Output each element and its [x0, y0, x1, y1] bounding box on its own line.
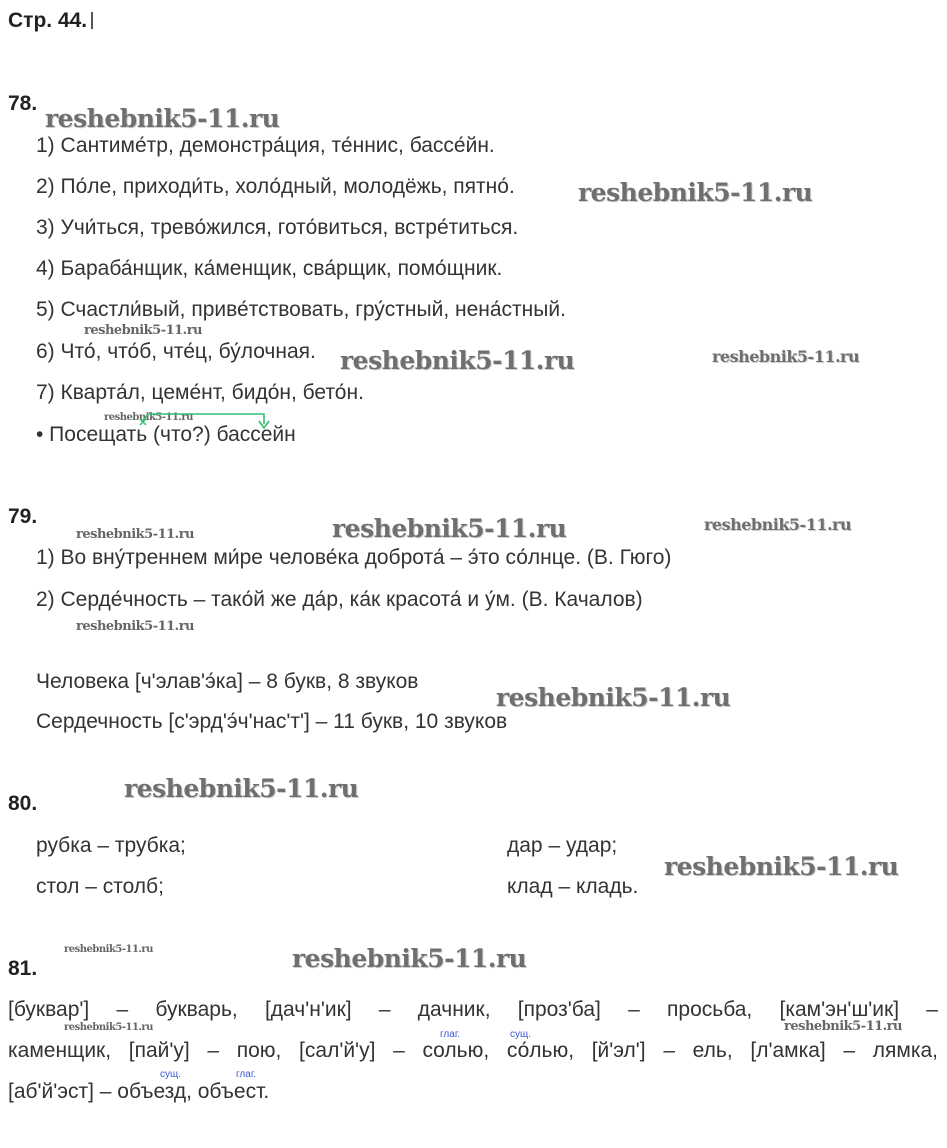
ex79-line-1: 1) Во вну́треннем ми́ре челове́ка доброта́ – э́то со́лнце. (В. Гюго)	[36, 546, 672, 569]
ex78-line-2: 2) По́ле, приходи́ть, холо́дный, молодёжь, пятно́.	[36, 175, 515, 198]
part-of-speech-label: глаг.	[440, 1029, 461, 1040]
ex80-pair-right-2: клад – кладь.	[507, 875, 639, 898]
watermark: reshebnik5-11.ru	[45, 104, 280, 133]
page-header-text: Стр. 44.	[8, 9, 88, 32]
ex78-line-3: 3) Учи́ться, трево́жился, гото́виться, встре́титься.	[36, 216, 519, 239]
ex80-pair-left-2: стол – столб;	[36, 875, 164, 898]
ex78-line-8: • Посещать (что?) бассейн	[36, 423, 296, 446]
ex79-analysis-1: Человека [ч'элав'э́ка] – 8 букв, 8 звуков	[36, 670, 419, 693]
ex81-line-3: [аб'й'эст] – объезд, объест.	[8, 1080, 270, 1103]
watermark: reshebnik5-11.ru	[76, 527, 195, 542]
ex79-analysis-2: Сердечность [с'эрд'э́ч'нас'т'] – 11 букв, 10 звуков	[36, 710, 508, 733]
exercise-79-number: 79.	[8, 505, 38, 528]
ex78-line-1: 1) Сантиме́тр, демонстра́ция, те́ннис, бассе́йн.	[36, 134, 495, 157]
watermark: reshebnik5-11.ru	[496, 683, 731, 712]
watermark: reshebnik5-11.ru	[712, 347, 860, 366]
ex80-pair-right-1: дар – удар;	[507, 834, 618, 857]
watermark: reshebnik5-11.ru	[784, 1019, 903, 1034]
ex79-line-2: 2) Серде́чность – тако́й же да́р, ка́к красота́ и у́м. (В. Качалов)	[36, 588, 643, 611]
watermark: reshebnik5-11.ru	[124, 774, 359, 803]
ex80-pair-left-1: рубка – трубка;	[36, 834, 186, 857]
watermark: reshebnik5-11.ru	[704, 515, 852, 534]
watermark: reshebnik5-11.ru	[64, 1022, 153, 1033]
watermark: reshebnik5-11.ru	[104, 412, 193, 423]
watermark: reshebnik5-11.ru	[340, 346, 575, 375]
part-of-speech-label: глаг.	[236, 1069, 257, 1080]
watermark: reshebnik5-11.ru	[84, 323, 203, 338]
exercise-81-number: 81.	[8, 957, 38, 980]
part-of-speech-label: сущ.	[160, 1069, 182, 1080]
watermark: reshebnik5-11.ru	[64, 944, 153, 955]
text-cursor-icon	[91, 12, 93, 29]
ex78-line-6: 6) Что́, что́б, чте́ц, бу́лочная.	[36, 340, 316, 363]
ex78-line-7: 7) Кварта́л, цеме́нт, бидо́н, бето́н.	[36, 381, 364, 404]
ex78-line-4: 4) Бараба́нщик, ка́менщик, сва́рщик, помо́щник.	[36, 257, 503, 280]
watermark: reshebnik5-11.ru	[664, 852, 899, 881]
ex81-line-2: каменщик, [пай'у] – пою, [сал'й'у] – солью, со́лью, [й'эл'] – ель, [л'амка] – лямка,	[8, 1039, 938, 1062]
ex78-line-5: 5) Счастли́вый, приве́тствовать, гру́стный, нена́стный.	[36, 298, 566, 321]
watermark: reshebnik5-11.ru	[578, 178, 813, 207]
watermark: reshebnik5-11.ru	[76, 619, 195, 634]
exercise-80-number: 80.	[8, 792, 38, 815]
exercise-78-number: 78.	[8, 92, 38, 115]
page-header	[8, 9, 93, 33]
watermark: reshebnik5-11.ru	[292, 944, 527, 973]
ex81-line-1: [буквар'] – букварь, [дач'н'ик] – дачник, [проз'ба] – просьба, [кам'эн'ш'ик] –	[8, 998, 938, 1021]
watermark: reshebnik5-11.ru	[332, 514, 567, 543]
part-of-speech-label: сущ.	[510, 1029, 532, 1040]
